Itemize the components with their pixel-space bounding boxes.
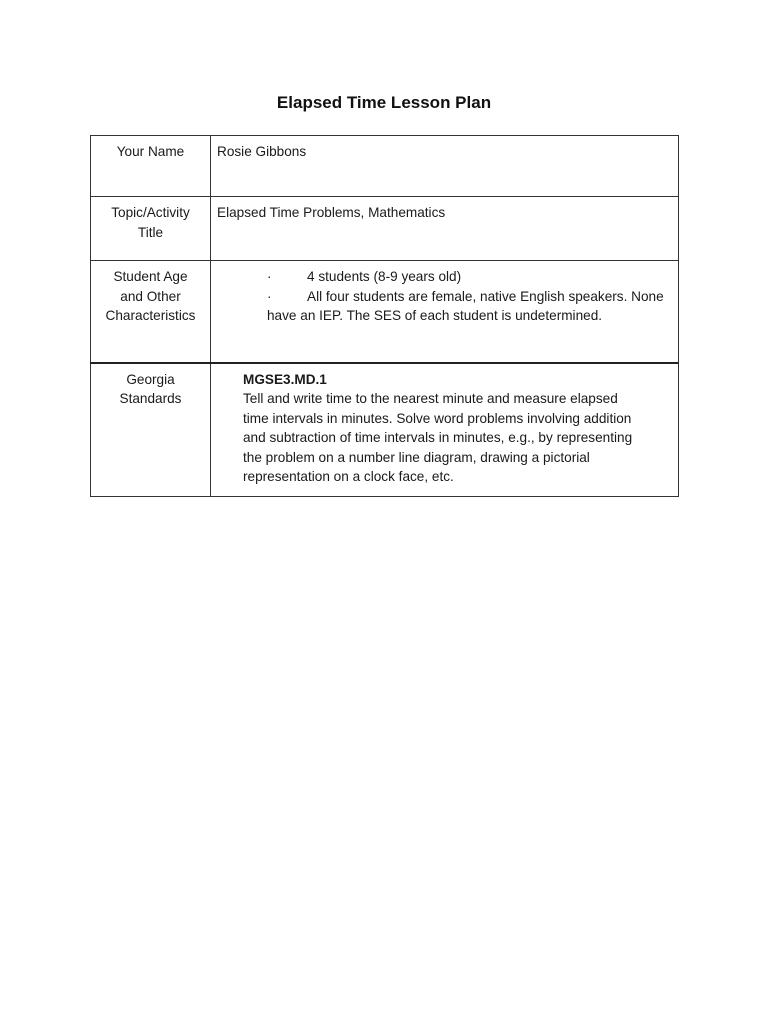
label-text: Georgia — [126, 371, 175, 387]
label-text: Topic/Activity — [111, 205, 190, 220]
page-title: Elapsed Time Lesson Plan — [276, 93, 492, 112]
label-text: and Other — [120, 288, 181, 304]
label-text: Characteristics — [105, 308, 196, 323]
value-text: Elapsed Time Problems, Mathematics — [217, 205, 446, 220]
list-item — [217, 267, 672, 287]
list-item-text: All four students are female, native English speakers. None — [307, 288, 664, 304]
label-students — [91, 261, 211, 363]
table-row-standards — [91, 363, 679, 497]
bullet-icon: · — [267, 288, 272, 304]
standard-text: Tell and write time to the nearest minute and measure elapsed time intervals in minutes. Solve word problems involving addition and subtraction of time intervals in minutes, e.g., by representing the problem on a number line diagram, drawing a pictorial representation on a clock face, etc. — [243, 391, 633, 484]
value-your-name — [211, 136, 679, 197]
value-text: Rosie Gibbons — [217, 144, 307, 159]
value-standards — [211, 363, 679, 497]
list-item-continuation: have an IEP. The SES of each student is undetermined. — [267, 308, 603, 323]
list-item — [217, 287, 672, 307]
table-row-name — [91, 136, 679, 197]
label-text: Your Name — [116, 144, 185, 159]
label-text: Title — [137, 224, 164, 240]
label-topic — [91, 197, 211, 261]
label-text: Standards — [119, 391, 182, 406]
table-row-topic — [91, 197, 679, 261]
label-text: Student Age — [113, 269, 188, 284]
standard-code: MGSE3.MD.1 — [243, 371, 327, 387]
bullet-icon: · — [267, 269, 272, 284]
label-standards — [91, 363, 211, 497]
lesson-plan-table — [90, 135, 679, 497]
list-item-text: 4 students (8-9 years old) — [307, 269, 462, 284]
table-row-students — [91, 261, 679, 363]
value-topic — [211, 197, 679, 261]
label-your-name — [91, 136, 211, 197]
value-students — [211, 261, 679, 363]
